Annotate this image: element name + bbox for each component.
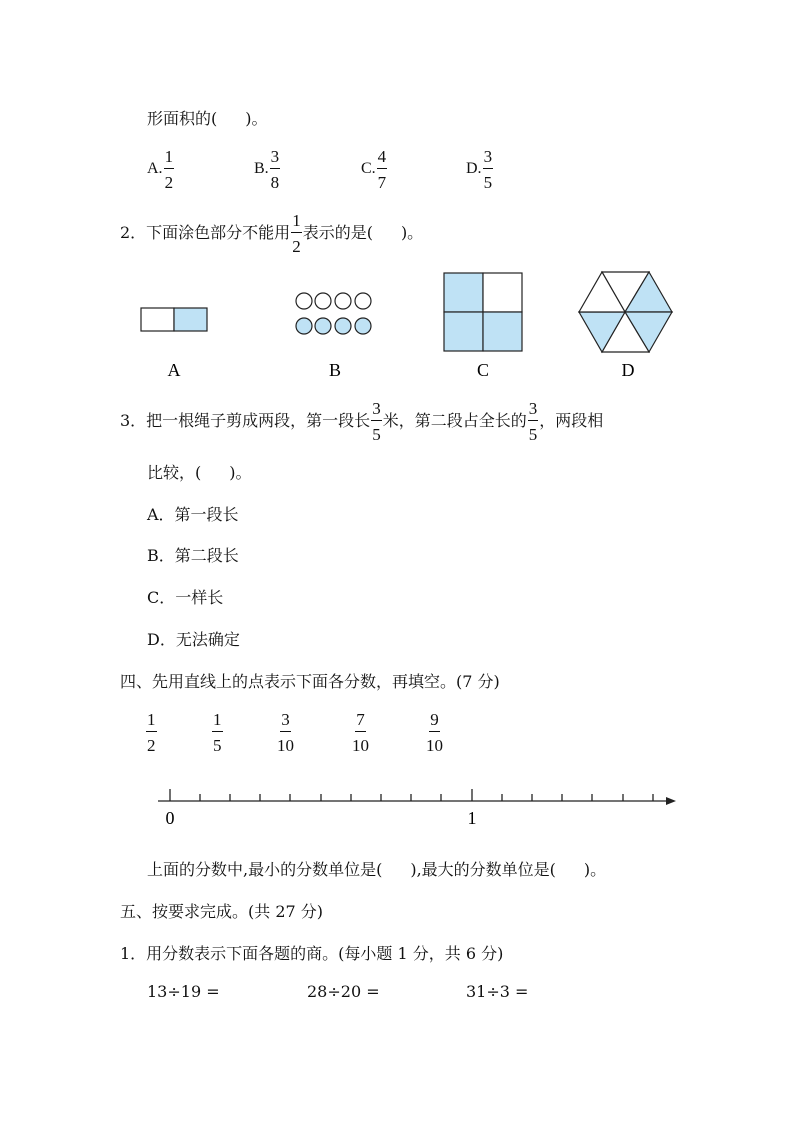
q3-option-b[interactable]: B．第二段长 (147, 546, 239, 565)
q1-option-b[interactable]: B. $\frac{3}{8}$ (254, 147, 280, 192)
figure-a[interactable] (141, 308, 207, 331)
division-expr-3: 31÷3 = (466, 982, 529, 1001)
figure-label-a: A (167, 360, 181, 380)
tick-label-one: 1 (467, 808, 477, 828)
q3-prompt-line2: 比较，( )。 (147, 463, 252, 482)
figure-b[interactable] (296, 293, 371, 334)
fraction: $\frac{3}{5}$ (372, 399, 381, 444)
q3-prompt: 3．把一根绳子剪成两段，第一段长 $\frac{3}{5}$ 米，第二段占全长的 $\frac{3}{5}$ ，两段相 (120, 399, 604, 444)
section4-fill: 上面的分数中,最小的分数单位是( ),最大的分数单位是( )。 (147, 860, 607, 879)
tick-label-zero: 0 (165, 808, 175, 828)
number-line[interactable] (0, 770, 794, 830)
q2-prompt: 2．下面涂色部分不能用 $\frac{1}{2}$ 表示的是( )。 (120, 211, 424, 256)
section4-title: 四、先用直线上的点表示下面各分数，再填空。(7 分) (120, 672, 500, 691)
q1-option-a[interactable]: A. $\frac{1}{2}$ (147, 147, 174, 192)
figure-c[interactable] (444, 273, 522, 351)
fraction-7-10: $\frac{7}{10}$ (352, 710, 369, 755)
q1-prompt-tail: 形面积的( )。 (147, 109, 268, 128)
arrow-head-icon (666, 797, 676, 805)
q3-option-c[interactable]: C．一样长 (147, 588, 224, 607)
fraction-3-10: $\frac{3}{10}$ (277, 710, 294, 755)
fraction: $\frac{4}{7}$ (377, 147, 387, 192)
division-expr-2: 28÷20 = (307, 982, 380, 1001)
fraction-9-10: $\frac{9}{10}$ (426, 710, 443, 755)
q2-figures (0, 260, 794, 385)
q1-option-d[interactable]: D. $\frac{3}{5}$ (466, 147, 493, 192)
fraction-1-5: $\frac{1}{5}$ (213, 710, 222, 755)
fraction: $\frac{1}{2}$ (164, 147, 174, 192)
q1-option-c[interactable]: C. $\frac{4}{7}$ (361, 147, 387, 192)
figure-label-c: C (476, 360, 490, 380)
figure-d[interactable] (579, 272, 672, 352)
section5-q1: 1．用分数表示下面各题的商。(每小题 1 分，共 6 分) (120, 944, 504, 963)
fraction: $\frac{3}{5}$ (528, 399, 538, 444)
fraction: $\frac{1}{2}$ (292, 211, 301, 256)
figure-label-d: D (621, 360, 635, 380)
section5-title: 五、按要求完成。(共 27 分) (120, 902, 324, 921)
q3-option-a[interactable]: A．第一段长 (147, 505, 239, 524)
division-expr-1: 13÷19 = (147, 982, 220, 1001)
number-line-ticks (158, 789, 670, 801)
fraction-1-2: $\frac{1}{2}$ (147, 710, 156, 755)
q3-option-d[interactable]: D．无法确定 (147, 630, 240, 649)
fraction: $\frac{3}{5}$ (483, 147, 493, 192)
fraction: $\frac{3}{8}$ (270, 147, 280, 192)
figure-label-b: B (328, 360, 342, 380)
